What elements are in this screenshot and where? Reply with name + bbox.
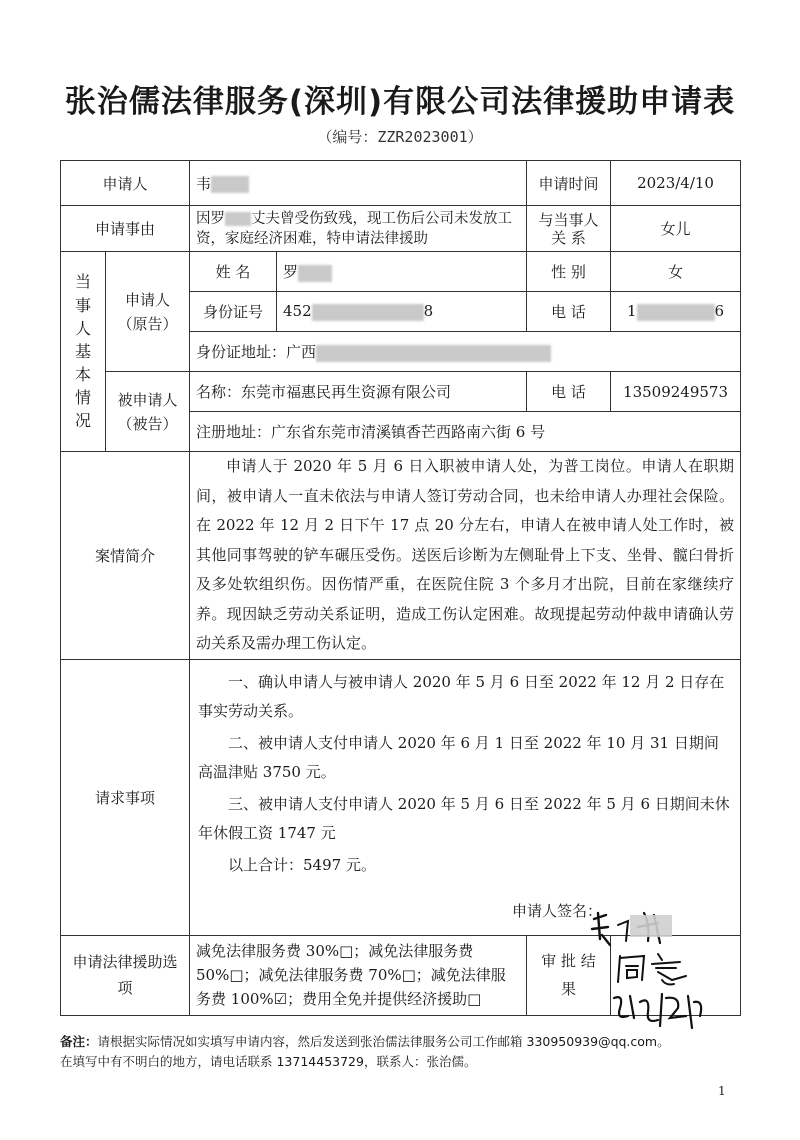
applicant-row — [61, 161, 741, 206]
notes-line1: 请根据实际情况如实填写申请内容，然后发送到张治儒法律服务公司工作邮箱 330950939@qq.com。 — [97, 1034, 670, 1049]
phone-value-b: 6 — [714, 302, 725, 321]
page-number: 1 — [718, 1084, 726, 1098]
id-value-a: 452 — [283, 302, 312, 321]
requests-cell — [190, 659, 741, 935]
relation-label: 与当事人关 系 — [527, 206, 611, 252]
party-section-label: 当 事 人 基 本 情 况 — [61, 252, 106, 452]
reason-value-cell — [190, 206, 527, 252]
request-item: 一、确认申请人与被申请人 2020 年 5 月 6 日至 2022 年 12 月 2 日存在事实劳动关系。 — [198, 672, 725, 720]
company-label: 名称： — [196, 383, 242, 401]
reason-value-b: 丈夫曾受伤致残，现工伤后公司未发放工资，家庭经济困难，特申请法律援助 — [196, 210, 513, 247]
reason-value-a: 因罗 — [196, 210, 226, 227]
approval-label: 审 批 结 果 — [527, 935, 611, 1015]
redaction-block — [211, 176, 249, 193]
redaction-block — [637, 304, 715, 321]
phone-value-a: 1 — [626, 302, 637, 321]
applicant-label: 申请人 — [61, 161, 190, 206]
notes-line2: 在填写中有不明白的地方，请电话联系 13714453729，联系人：张治儒。 — [60, 1054, 477, 1069]
defendant-name-row — [61, 372, 741, 412]
case-text: 申请人于 2020 年 5 月 6 日入职被申请人处，为普工岗位。申请人在职期间，被申请人一直未依法与申请人签订劳动合同，也未给申请人办理社会保险。在 2022 年 12 月 2 日下午 17 点 20 分左右，申请人在被申请人处工作时，被其他同事驾驶的铲车碾压受伤。送医后诊断为左侧耻骨上下支、坐骨、髋臼骨折及多处软组织伤。因伤情严重，在医院住院 3 个多月才出院，目前在家继续疗养。现因缺乏劳动关系证明，造成工伤认定困难。故现提起劳动仲裁申请确认劳动关系及需办理工伤认定。 — [190, 452, 741, 660]
id-label: 身份证号 — [190, 292, 277, 332]
reason-label: 申请事由 — [61, 206, 190, 252]
company-phone-value: 13509249573 — [611, 372, 741, 412]
name-value: 罗 — [283, 263, 299, 281]
applicant-value: 韦 — [196, 174, 212, 193]
gender-value: 女 — [611, 252, 741, 292]
document-title: 张治儒法律服务(深圳)有限公司法律援助申请表 — [64, 84, 736, 120]
request-total: 以上合计：5497 元。 — [228, 855, 376, 874]
defendant-label: 被申请人 （被告） — [106, 372, 190, 452]
company-value: 东莞市福惠民再生资源有限公司 — [241, 383, 452, 401]
party-name-row — [61, 252, 741, 292]
notes-prefix: 备注： — [60, 1034, 98, 1049]
signature-line — [198, 898, 732, 924]
redaction-block — [312, 304, 424, 321]
relation-value: 女儿 — [611, 206, 741, 252]
approval-result-cell — [611, 935, 741, 1015]
redaction-block — [225, 212, 251, 226]
id-address-label: 身份证地址：广西 — [196, 343, 317, 361]
plaintiff-label: 申请人 （原告） — [106, 252, 190, 372]
id-value-b: 8 — [423, 302, 434, 321]
registered-address: 注册地址：广东省东莞市清溪镇香芒西路南六街 6 号 — [190, 412, 741, 452]
requests-label: 请求事项 — [61, 659, 190, 935]
gender-label: 性 别 — [527, 252, 611, 292]
options-text: 减免法律服务费 30%□；减免法律服务费 50%□；减免法律服务费 70%□；减免法律服务费 100%☑；费用全免并提供经济援助□ — [190, 935, 527, 1015]
redaction-block — [316, 345, 551, 362]
case-label: 案情简介 — [61, 452, 190, 660]
apply-time-label: 申请时间 — [527, 161, 611, 206]
notes — [60, 1032, 760, 1072]
serial-number: （编号：ZZR2023001） — [317, 128, 483, 146]
request-item: 三、被申请人支付申请人 2020 年 5 月 6 日至 2022 年 5 月 6 日期间未休年休假工资 1747 元 — [198, 794, 730, 842]
reason-row — [61, 206, 741, 252]
name-value-cell — [277, 252, 527, 292]
apply-time-value: 2023/4/10 — [611, 161, 741, 206]
company-cell — [190, 372, 527, 412]
request-item: 二、被申请人支付申请人 2020 年 6 月 1 日至 2022 年 10 月 31 日期间高温津贴 3750 元。 — [198, 733, 719, 781]
redaction-block — [298, 265, 332, 282]
applicant-value-cell — [190, 161, 527, 206]
name-label: 姓 名 — [190, 252, 277, 292]
options-label: 申请法律援助选项 — [61, 935, 190, 1015]
signature-label: 申请人签名： — [512, 902, 603, 920]
phone-label: 电 话 — [527, 292, 611, 332]
case-row — [61, 452, 741, 660]
requests-row — [61, 659, 741, 935]
company-phone-label: 电 话 — [527, 372, 611, 412]
options-row — [61, 935, 741, 1015]
id-address-cell — [190, 332, 741, 372]
phone-value-cell — [611, 292, 741, 332]
id-value-cell — [277, 292, 527, 332]
application-form-table — [60, 160, 741, 1016]
